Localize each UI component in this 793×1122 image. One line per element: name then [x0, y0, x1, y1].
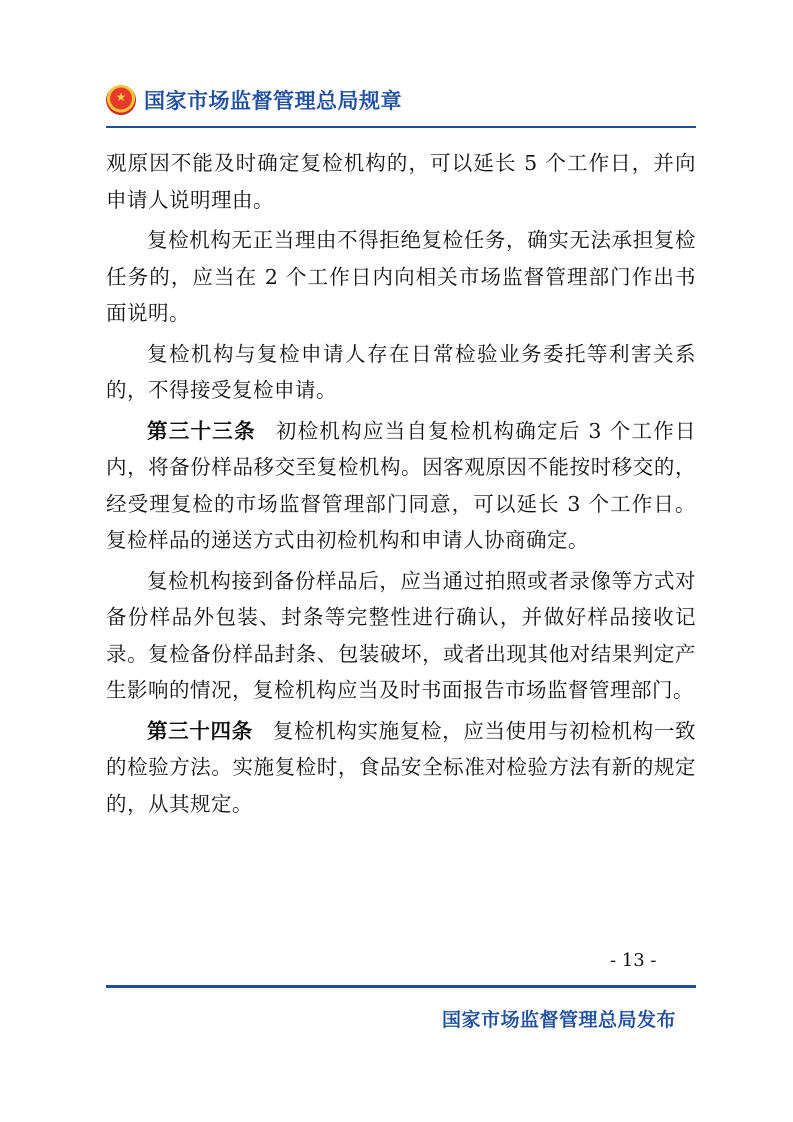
page-number: - 13 - — [610, 950, 657, 971]
national-emblem-icon — [106, 85, 136, 115]
paragraph: 复检机构无正当理由不得拒绝复检任务，确实无法承担复检任务的，应当在 2 个工作日内向相关市场监督管理部门作出书面说明。 — [106, 228, 696, 325]
article-34-label: 第三十四条 — [147, 718, 253, 743]
article-34-text: 复检机构实施复检，应当使用与初检机构一致的检验方法。实施复检时，食品安全标准对检验方法有新的规定的，从其规定。 — [106, 718, 697, 816]
footer-publisher: 国家市场监督管理总局发布 — [442, 1009, 677, 1031]
article-33-label: 第三十三条 — [147, 418, 256, 443]
document-header — [106, 84, 402, 116]
article-33 — [106, 413, 696, 559]
paragraph: 复检机构接到备份样品后，应当通过拍照或者录像等方式对备份样品外包装、封条等完整性进行确认，并做好样品接收记录。复检备份样品封条、包装破坏，或者出现其他对结果判定产生影响的情况，复检机构应当及时书面报告市场监督管理部门。 — [106, 568, 696, 702]
paragraph: 复检机构与复检申请人存在日常检验业务委托等利害关系的，不得接受复检申请。 — [106, 341, 696, 402]
header-divider — [106, 126, 696, 128]
paragraph-continuation: 观原因不能及时确定复检机构的，可以延长 5 个工作日，并向申请人说明理由。 — [106, 151, 696, 212]
document-body — [106, 145, 696, 826]
article-34 — [106, 713, 696, 823]
footer-divider — [106, 985, 696, 988]
header-title: 国家市场监督管理总局规章 — [144, 89, 402, 113]
article-33-text: 初检机构应当自复检机构确定后 3 个工作日内，将备份样品移交至复检机构。因客观原因不能按时移交的，经受理复检的市场监督管理部门同意，可以延长 3 个工作日。复检样品的递送方式由初检机构和申请人协商确定。 — [106, 418, 697, 552]
